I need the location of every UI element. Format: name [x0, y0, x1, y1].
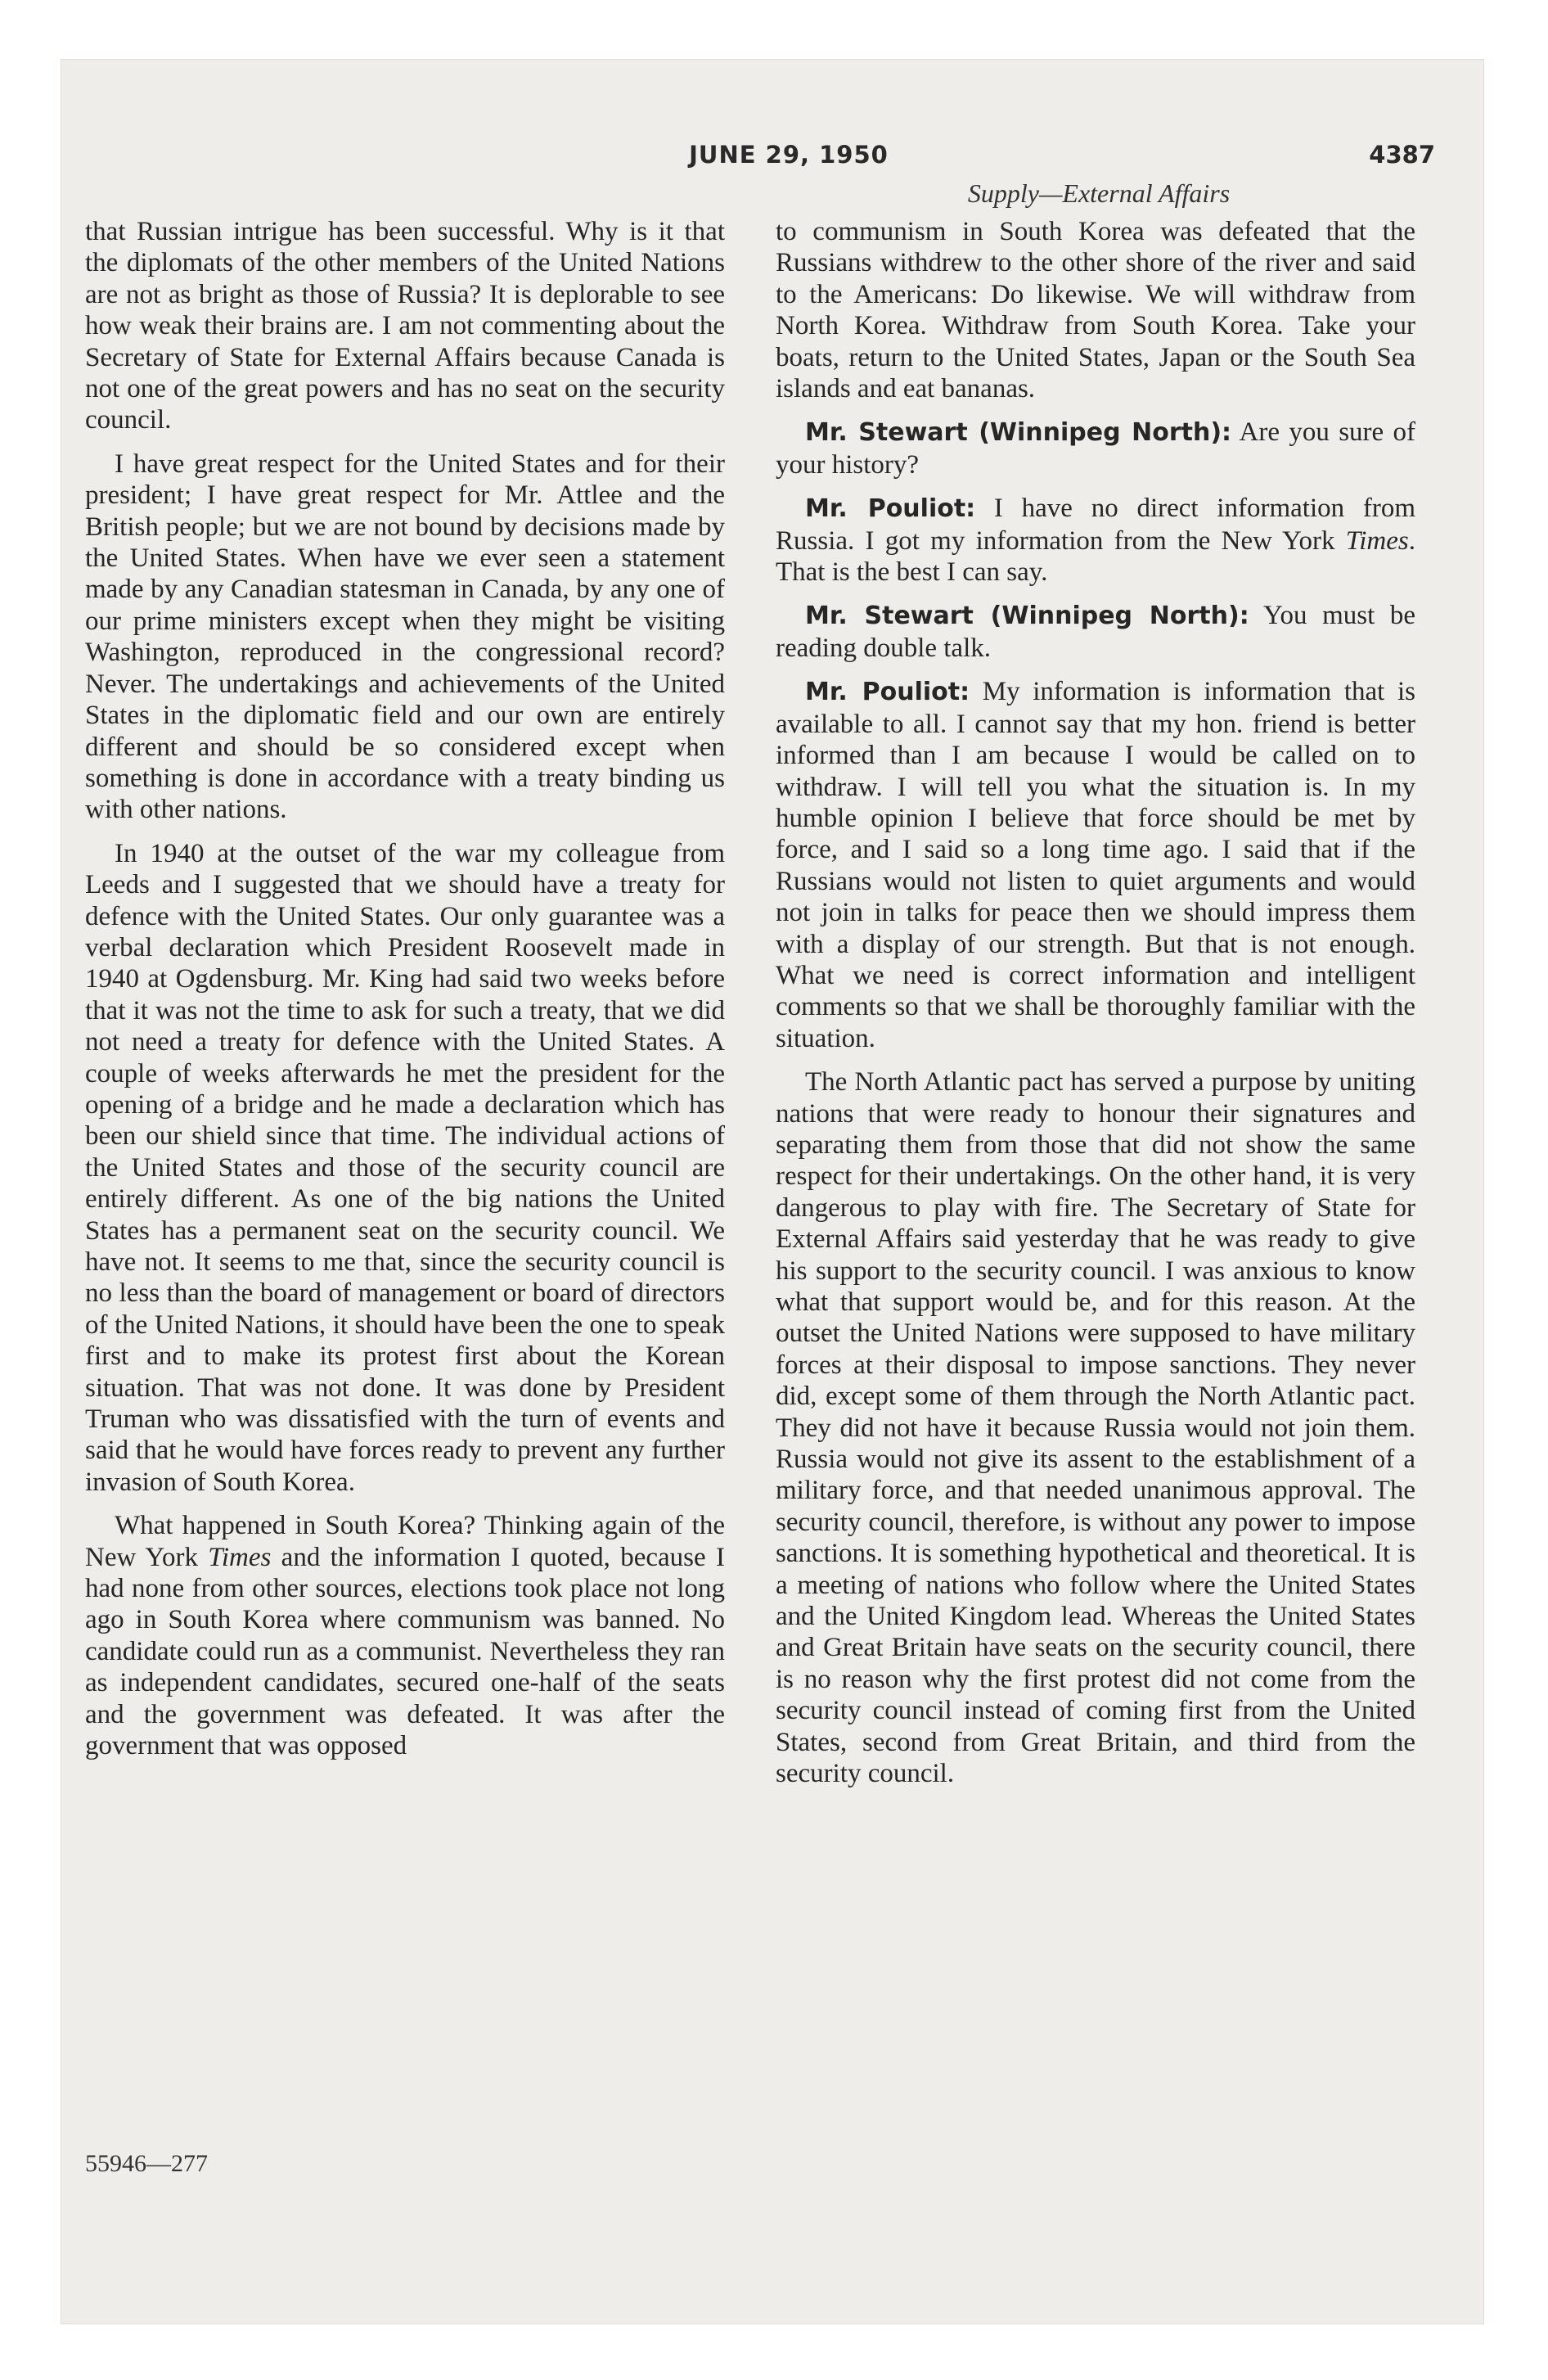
right-column	[776, 216, 1415, 1802]
speech	[776, 600, 1415, 664]
speech-text: I have no direct information from Russia. I got my information from the New York	[776, 494, 1415, 556]
speaker-name: Mr. Stewart (Winnipeg North):	[805, 602, 1249, 631]
paragraph: In 1940 at the outset of the war my colleague from Leeds and I suggested that we should have a treaty for defence with the United States. Our only guarantee was a verbal declaration which President Roosevelt made in 1940 at Ogdensburg. Mr. King had said two weeks before that it was not the time to ask for such a treaty, that we did not need a treaty for defence with the United States. A couple of weeks afterwards he met the president for the opening of a bridge and he made a declaration which has been our shield since that time. The individual actions of the United States and those of the security council are entirely different. As one of the big nations the United States has a permanent seat on the security council. We have not. It seems to me that, since the security council is no less than the board of management or board of directors of the United Nations, it should have been the one to speak first and to make its protest first about the Korean situation. That was not done. It was done by President Truman who was dissatisfied with the turn of events and said that he would have forces ready to prevent any further invasion of South Korea.	[85, 838, 725, 1497]
italic-text: Times	[208, 1542, 272, 1572]
header-date: JUNE 29, 1950	[689, 141, 889, 169]
left-column	[85, 216, 725, 1774]
speaker-name: Mr. Stewart (Winnipeg North):	[805, 418, 1232, 448]
page-number: 4387	[1369, 141, 1435, 169]
speech-text: You must be reading double talk.	[776, 601, 1415, 663]
speech	[776, 417, 1415, 480]
speaker-name: Mr. Pouliot:	[805, 678, 970, 707]
italic-text: Times	[1345, 525, 1409, 556]
speech	[776, 493, 1415, 588]
speech	[776, 676, 1415, 1054]
paragraph: The North Atlantic pact has served a purpose by uniting nations that were ready to honour their signatures and separating them from those that did not show the same respect for their undertakings. On the other hand, it is very dangerous to play with fire. The Secretary of State for External Affairs said yesterday that he was ready to give his support to the security council. I was anxious to know what that support would be, and for this reason. At the outset the United Nations were supposed to have military forces at their disposal to impose sanctions. They never did, except some of them through the North Atlantic pact. They did not have it because Russia would not join them. Russia would not give its assent to the establishment of a military force, and that needed unanimous approval. The security council, therefore, is without any power to impose sanctions. It is something hypothetical and theoretical. It is a meeting of nations who follow where the United States and the United Kingdom lead. Whereas the United States and Great Britain have seats on the security council, there is no reason why the first protest did not come from the security council instead of coming first from the United States, second from Great Britain, and third from the security council.	[776, 1067, 1415, 1789]
paragraph: that Russian intrigue has been successful. Why is it that the diplomats of the other members of the United Nations are not as bright as those of Russia? It is deplorable to see how weak their brains are. I am not commenting about the Secretary of State for External Affairs because Canada is not one of the great powers and has no seat on the security council.	[85, 217, 725, 435]
paragraph	[85, 1510, 725, 1761]
speech-text: . That is the best I can say.	[776, 525, 1415, 588]
speech-text: My information is information that is available to all. I cannot say that my hon. friend is better informed than I am because I would be called on to withdraw. I will tell you what the situation is. In my humble opinion I believe that force should be met by force, and I said so a long time ago. I said that if the Russians would not listen to quiet arguments and would not join in talks for peace then we should impress them with a display of our strength. But that is not enough. What we need is correct information and intelligent comments so that we shall be thoroughly familiar with the situation.	[776, 677, 1415, 1053]
section-title: Supply—External Affairs	[967, 178, 1231, 208]
text-run: What happened in South Korea? Thinking again of the New York	[85, 1511, 725, 1572]
paragraph: to communism in South Korea was defeated that the Russians withdrew to the other shore of the river and said to the Americans: Do likewise. We will withdraw from North Korea. Withdraw from South Korea. Take your boats, return to the United States, Japan or the South Sea islands and eat bananas.	[776, 217, 1415, 404]
speech-text: Are you sure of your history?	[776, 417, 1415, 480]
print-code: 55946—277	[85, 2150, 208, 2177]
speaker-name: Mr. Pouliot:	[805, 494, 976, 524]
text-run: and the information I quoted, because I had none from other sources, elections took place not long ago in South Korea where communism was banned. No candidate could run as a communist. Nevertheless they ran as independent candidates, secured one-half of the seats and the government was defeated. It was after the government that was opposed	[85, 1542, 725, 1761]
paragraph: I have great respect for the United States and for their president; I have great respect for Mr. Attlee and the British people; but we are not bound by decisions made by the United States. When have we ever seen a statement made by any Canadian statesman in Canada, by any one of our prime ministers except when they might be visiting Washington, reproduced in the congressional record? Never. The undertakings and achievements of the United States in the diplomatic field and our own are entirely different and should be so considered except when something is done in accordance with a treaty binding us with other nations.	[85, 449, 725, 825]
